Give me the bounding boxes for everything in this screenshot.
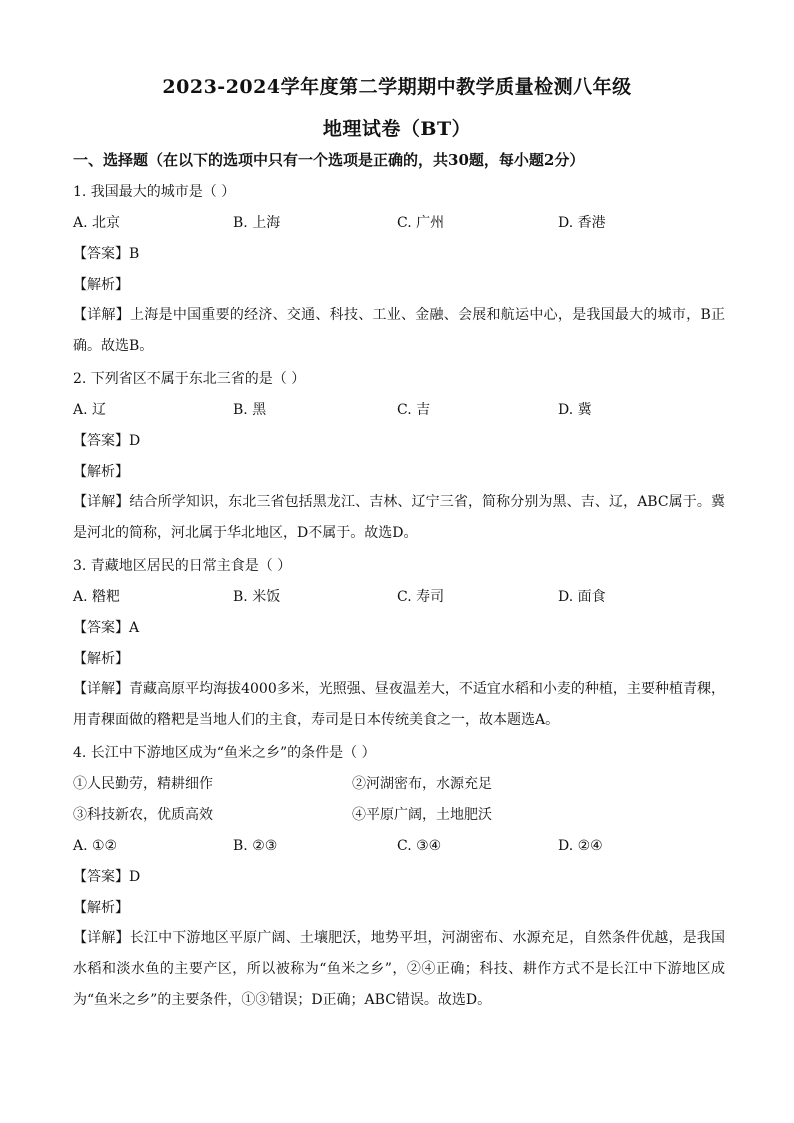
question-2-option-a: A. 辽 xyxy=(73,402,107,418)
question-2-detail: 【详解】结合所学知识，东北三省包括黑龙江、吉林、辽宁三省，简称分别为黑、吉、辽，ABC属于。冀是河北的简称，河北属于华北地区，D不属于。故选D。 xyxy=(73,494,725,541)
question-2-analysis: 【解析】 xyxy=(73,464,129,480)
question-4-statement-3: ③科技新农，优质高效 xyxy=(73,807,213,823)
question-2-option-d: D. 冀 xyxy=(558,402,592,418)
question-1-analysis: 【解析】 xyxy=(73,277,129,293)
question-3-option-a: A. 糌粑 xyxy=(73,589,121,605)
question-1-stem: 1. 我国最大的城市是（ ） xyxy=(73,184,236,200)
question-1-option-a: A. 北京 xyxy=(73,215,121,231)
question-4-answer: 【答案】D xyxy=(73,869,141,885)
exam-subtitle: 地理试卷（BT） xyxy=(322,118,472,140)
question-3-detail: 【详解】青藏高原平均海拔4000多米，光照强、昼夜温差大，不适宜水稻和小麦的种植，主要种植青稞，用青稞面做的糌粑是当地人们的主食，寿司是日本传统美食之一，故本题选A。 xyxy=(73,681,725,728)
question-4-statement-1: ①人民勤劳，精耕细作 xyxy=(73,776,213,792)
question-4-option-a: A. ①② xyxy=(73,838,118,854)
question-1-answer: 【答案】B xyxy=(73,246,140,262)
question-1-option-d: D. 香港 xyxy=(558,215,606,231)
question-2-answer: 【答案】D xyxy=(73,433,141,449)
question-1-option-b: B. 上海 xyxy=(233,215,281,231)
question-1-detail: 【详解】上海是中国重要的经济、交通、科技、工业、金融、会展和航运中心，是我国最大的城市，B正确。故选B。 xyxy=(73,307,725,354)
question-3-stem: 3. 青藏地区居民的日常主食是（ ） xyxy=(73,558,292,574)
question-4-option-d: D. ②④ xyxy=(558,838,603,854)
question-4-option-c: C. ③④ xyxy=(397,838,442,854)
question-3-analysis: 【解析】 xyxy=(73,651,129,667)
question-4-analysis: 【解析】 xyxy=(73,900,129,916)
exam-title: 2023-2024学年度第二学期期中教学质量检测八年级 xyxy=(162,76,632,98)
question-4-stem: 4. 长江中下游地区成为“鱼米之乡”的条件是（ ） xyxy=(73,745,376,761)
question-1-option-c: C. 广州 xyxy=(397,215,445,231)
question-4-detail: 【详解】长江中下游地区平原广阔、土壤肥沃，地势平坦，河湖密布、水源充足，自然条件优越，是我国水稻和淡水鱼的主要产区，所以被称为“鱼米之乡”，②④正确；科技、耕作方式不是长江中下游地区成为“鱼米之乡”的主要条件，①③错误；D正确；ABC错误。故选D。 xyxy=(73,930,725,1008)
question-4-option-b: B. ②③ xyxy=(233,838,278,854)
question-3-option-b: B. 米饭 xyxy=(233,589,281,605)
question-2-option-c: C. 吉 xyxy=(397,402,431,418)
question-3-option-c: C. 寿司 xyxy=(397,589,445,605)
question-3-option-d: D. 面食 xyxy=(558,589,606,605)
question-3-answer: 【答案】A xyxy=(73,620,140,636)
question-2-option-b: B. 黑 xyxy=(233,402,267,418)
section-heading: 一、选择题（在以下的选项中只有一个选项是正确的，共30题，每小题2分） xyxy=(73,151,585,169)
question-2-stem: 2. 下列省区不属于东北三省的是（ ） xyxy=(73,371,306,387)
question-4-statement-4: ④平原广阔，土地肥沃 xyxy=(352,807,492,823)
question-4-statement-2: ②河湖密布，水源充足 xyxy=(352,776,492,792)
